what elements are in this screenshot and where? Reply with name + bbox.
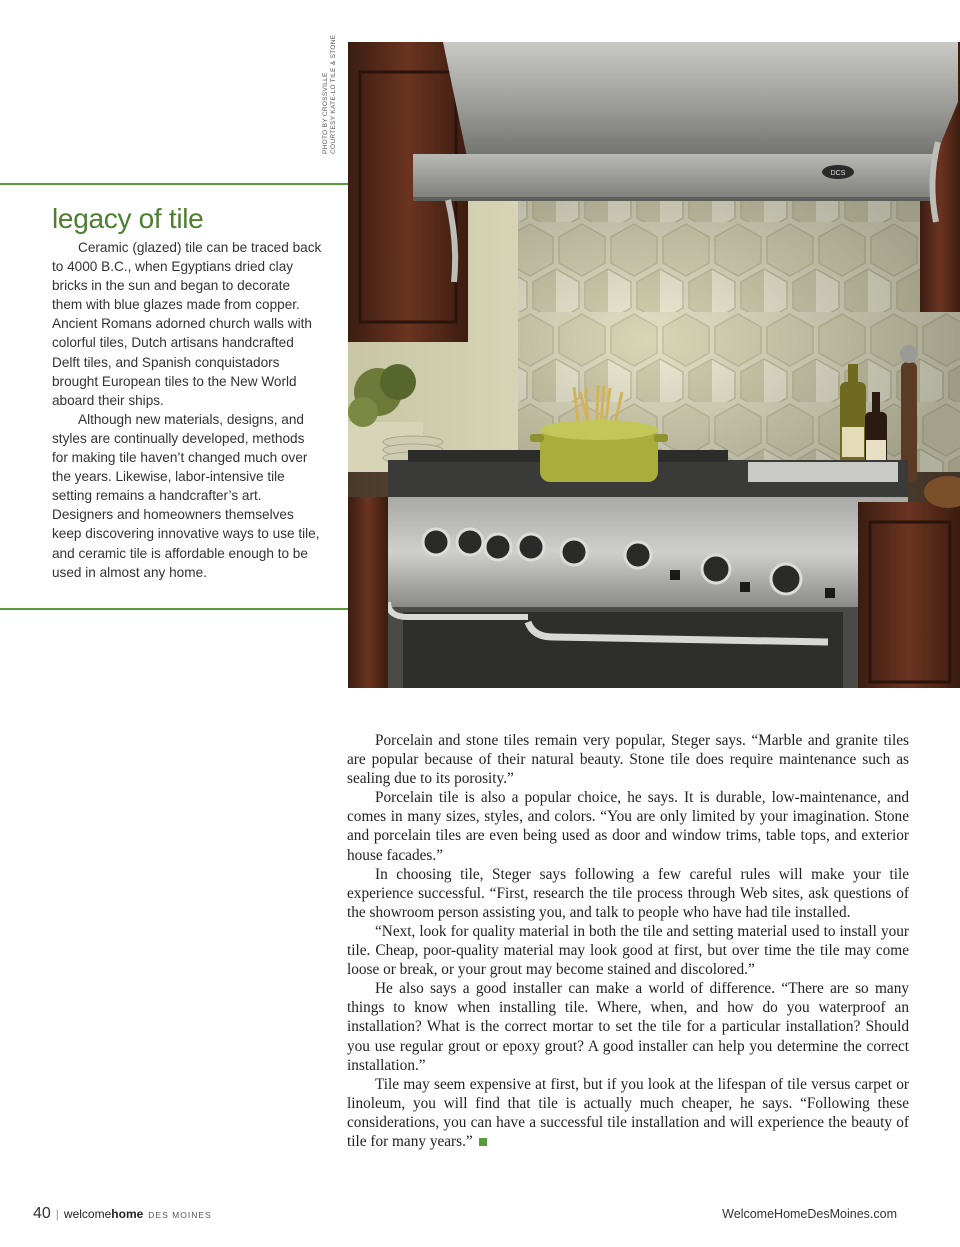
article-paragraph-last-text: Tile may seem expensive at first, but if you look at the lifespan of tile versus carpet or linoleum, you will find that tile is actually much cheaper, he says. “Following these considerations, you can have a successful tile installation and will experience the beauty of tile for many years.” (347, 1075, 909, 1150)
sidebar-paragraph: Ceramic (glazed) tile can be traced back to 4000 B.C., when Egyptians dried clay bricks in the sun and began to decorate them with blue glazes made from copper. Ancient Romans adorned church walls with colorful tiles, Dutch artisans handcrafted Delft tiles, and Spanish conquistadors brought European tiles to the New World aboard their ships. (52, 240, 322, 408)
end-of-article-square-icon (479, 1138, 487, 1146)
footer-separator: | (55, 1207, 59, 1221)
sidebar-bottom-rule (0, 608, 348, 610)
article-paragraph: Porcelain and stone tiles remain very popular, Steger says. “Marble and granite tiles are popular because of their natural beauty. Stone tile does require maintenance such as sealing due to its porosity.” (347, 732, 909, 788)
magazine-name-light: welcome (63, 1207, 112, 1221)
photo-credit-line-2: COURTESY KATE-LO TILE & STONE (330, 34, 337, 154)
footer-website: WelcomeHomeDesMoines.com (722, 1207, 897, 1221)
sidebar-top-rule (0, 183, 348, 185)
photo-credit (322, 34, 350, 154)
magazine-city: DES MOINES (148, 1210, 212, 1220)
hood-brand-badge: DCS (830, 170, 846, 177)
photo-credit-text (322, 35, 338, 154)
article-paragraph: Porcelain tile is also a popular choice, he says. It is durable, low-maintenance, and comes in many sizes, styles, and colors. “You are only limited by your imagination. Stone and porcelain tiles are even being used as door and window trims, table tops, and exterior house facades.” (347, 789, 909, 864)
sidebar-title: legacy of tile (52, 203, 204, 234)
article-paragraph-last (347, 1075, 909, 1151)
kitchen-range-photo (348, 42, 960, 688)
article-paragraph: He also says a good installer can make a world of difference. “There are so many things to know when installing tile. Where, when, and how do you waterproof an installation? What is the correct mortar to set the tile for a particular installation? Should you use regular grout or epoxy grout? A good installer can help you determine the correct installation.” (347, 980, 909, 1074)
page-number: 40 (33, 1205, 51, 1222)
sidebar-paragraph: Although new materials, designs, and styles are continually developed, methods for making tile haven’t changed much over the years. Likewise, labor-intensive tile setting remains a handcrafter’s art. Designers and homeowners themselves keep discovering innovative ways to use tile, and ceramic tile is affordable enough to be used in almost any home. (52, 411, 320, 580)
magazine-name-bold: home (111, 1207, 144, 1221)
photo-credit-line-1: PHOTO BY CROSSVILLE (322, 72, 329, 154)
article-body (347, 731, 909, 1151)
sidebar-legacy-of-tile (52, 200, 324, 582)
article-paragraph: “Next, look for quality material in both the tile and setting material used to install your tile. Cheap, poor-quality material may look good at first, but over time the tile may come loose or break, or your grout may become stained and discolored.” (347, 922, 909, 979)
footer-folio (33, 1205, 212, 1223)
article-paragraph: In choosing tile, Steger says following a few careful rules will make your tile experience successful. “First, research the tile process through Web sites, ask questions of the showroom person assisting you, and talk to people who have had tile installed. (347, 865, 909, 921)
